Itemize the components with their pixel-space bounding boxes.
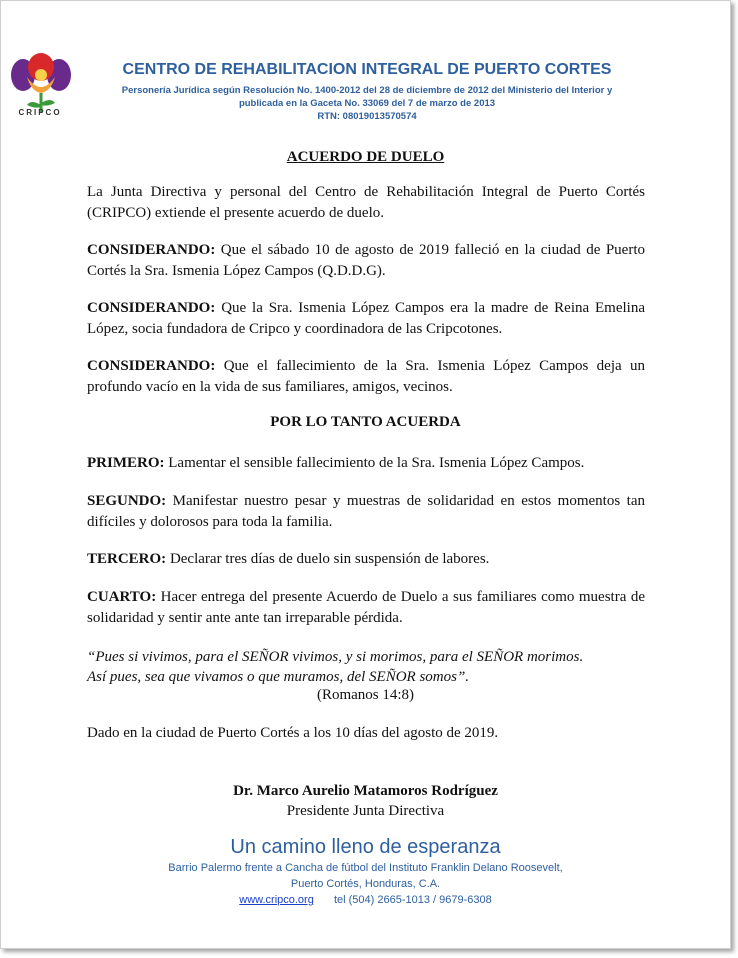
considerando-1 [87,240,645,282]
considerando-label: CONSIDERANDO: [87,300,216,316]
considerando-text: Que el fallecimiento de la Sra. Ismenia López Campos deja un profundo vacío en la vida de sus familiares, amigos, vecinos. [87,358,645,395]
considerando-text: Que el sábado 10 de agosto de 2019 falleció en la ciudad de Puerto Cortés la Sra. Ismenia López Campos (Q.D.D.G). [87,242,645,279]
rtn-number: RTN: 08019013570574 [317,111,417,122]
acuerdo-label: CUARTO: [87,589,157,605]
acuerdo-cuarto [87,587,645,629]
acuerdo-text: Lamentar el sensible fallecimiento de la Sra. Ismenia López Campos. [164,455,585,471]
considerando-label: CONSIDERANDO: [87,242,216,258]
considerando-text: Que la Sra. Ismenia López Campos era la madre de Reina Emelina López, socia fundadora de Cripco y coordinadora de las Cripcotones. [87,300,645,337]
contact-line [1,894,730,906]
considerando-3 [87,356,645,398]
acuerdo-text: Manifestar nuestro pesar y muestras de solidaridad en estos momentos tan difíciles y dolorosos para toda la familia. [87,493,645,530]
closing-statement: Dado en la ciudad de Puerto Cortés a los 10 días del agosto de 2019. [87,725,499,741]
considerando-label: CONSIDERANDO: [87,358,216,374]
acuerdo-label: PRIMERO: [87,455,165,471]
organization-name: CENTRO DE REHABILITACION INTEGRAL DE PUERTO CORTES [122,61,612,78]
bible-quote-line-2: Así pues, sea que vivamos o que muramos, del SEÑOR somos”. [87,669,470,685]
acuerdo-tercero [87,549,645,570]
acuerda-heading: POR LO TANTO ACUERDA [270,414,461,430]
acuerdo-primero [87,453,645,474]
phone-number: tel (504) 2665-1013 / 9679-6308 [333,894,492,906]
slogan: Un camino lleno de esperanza [230,836,501,858]
address-line-1: Barrio Palermo frente a Cancha de fútbol del Instituto Franklin Delano Roosevelt, [168,862,563,874]
signatory-name: Dr. Marco Aurelio Matamoros Rodríguez [233,783,498,799]
intro-paragraph: La Junta Directiva y personal del Centro de Rehabilitación Integral de Puerto Cortés (CRIPCO) extiende el presente acuerdo de duelo. [87,184,645,221]
bible-quote-reference: (Romanos 14:8) [316,687,415,703]
legal-line-1: Personería Jurídica según Resolución No. 1400-2012 del 28 de diciembre de 2012 del Ministerio del Interior y [121,85,613,96]
acuerdo-text: Declarar tres días de duelo sin suspensión de labores. [166,551,490,567]
address-line-2: Puerto Cortés, Honduras, C.A. [290,878,441,890]
acuerdo-text: Hacer entrega del presente Acuerdo de Duelo a sus familiares como muestra de solidaridad y sentir ante ante tan irreparable pérdida. [87,589,645,626]
document-title: ACUERDO DE DUELO [286,149,445,165]
bible-quote-line-1: “Pues si vivimos, para el SEÑOR vivimos, y si morimos, para el SEÑOR morimos. [87,649,584,665]
website-link[interactable]: www.cripco.org [239,894,314,906]
signatory-role: Presidente Junta Directiva [286,803,445,819]
acuerdo-segundo [87,491,645,533]
legal-line-2: publicada en la Gaceta No. 33069 del 7 de marzo de 2013 [238,98,496,109]
acuerdo-label: TERCERO: [87,551,167,567]
acuerdo-label: SEGUNDO: [87,493,167,509]
logo-text: CRIPCO [18,108,62,117]
legal-info [87,84,647,123]
considerando-2 [87,298,645,340]
